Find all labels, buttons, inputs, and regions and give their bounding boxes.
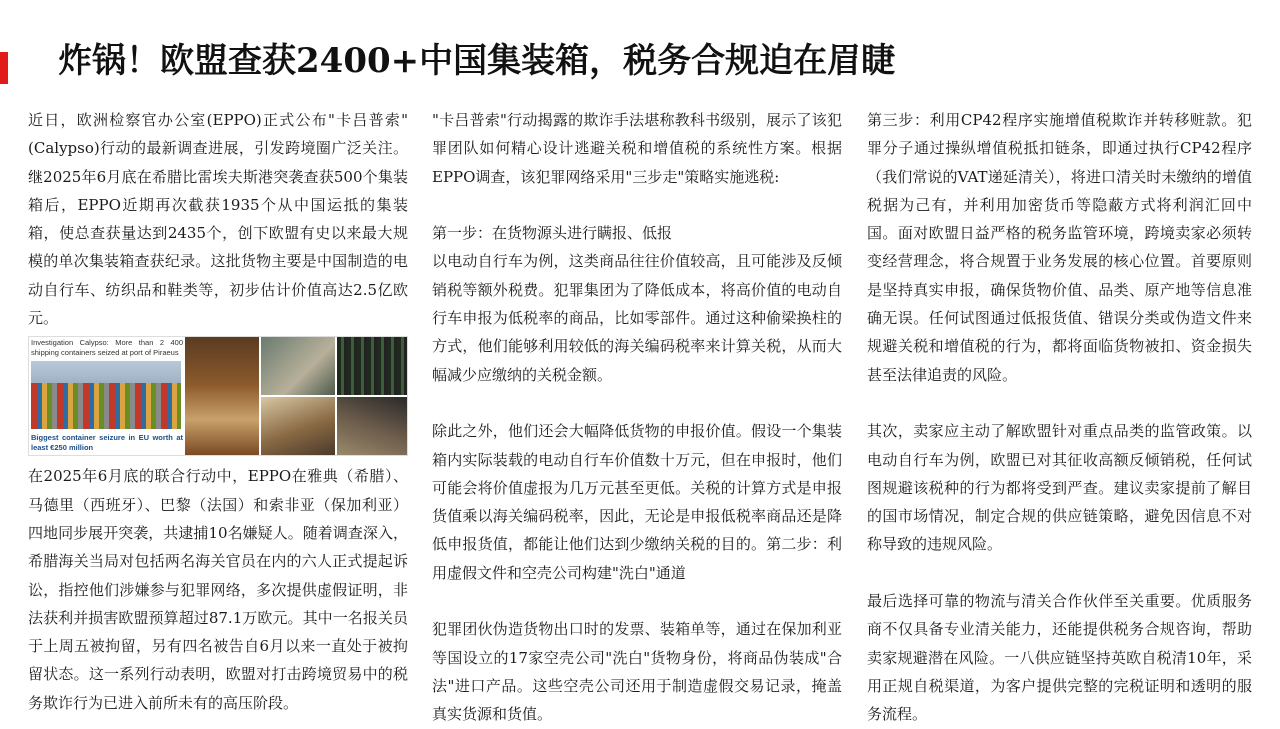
page-title: 炸锅！欧盟查获2400+中国集装箱，税务合规迫在眉睫 [58,41,896,81]
title-accent-bar [0,52,8,84]
paragraph: 以电动自行车为例，这类商品往往价值较高，且可能涉及反倾销税等额外税费。犯罪集团为了降低成本，将高价值的电动自行车申报为低税率的商品，比如零部件。通过这种偷梁换柱的方式，他们能够利用较低的海关编码税率来计算关税，从而大幅减少应缴纳的关税金额。 [432,252,842,384]
paragraph-gap [867,389,1252,417]
goods-photo [261,337,335,395]
cash-photo [261,397,335,455]
figure-caption-top: Investigation Calypso: More than 2 400 shipping containers seized at port of Piraeus [31,338,183,358]
warehouse-photo [185,337,259,455]
port-containers-photo [31,361,181,429]
paragraph: 第三步：利用CP42程序实施增值税欺诈并转移赃款。犯罪分子通过操纵增值税抵扣链条，即通过执行CP42程序（我们常说的VAT递延清关），将进口清关时未缴纳的增值税据为己有，并利用加密货币等隐蔽方式将利润汇回中国。面对欧盟日益严格的税务监管环境，跨境卖家必须转变经营理念，将合规置于业务发展的核心位置。首要原则是坚持真实申报，确保货物价值、品类、原产地等信息准确无误。任何试图通过低报货值、错误分类或伪造文件来规避关税和增值税的行为，都将面临货物被扣、资金损失甚至法律追责的风险。 [867,111,1252,384]
paragraph-gap [432,587,842,615]
paragraph: 其次，卖家应主动了解欧盟针对重点品类的监管政策。以电动自行车为例，欧盟已对其征收高额反倾销税，任何试图规避该税种的行为都将受到严查。建议卖家提前了解目的国市场情况，制定合规的供应链策略，避免因信息不对称导致的违规风险。 [867,422,1252,554]
news-figure [28,336,408,456]
paragraph: 最后选择可靠的物流与清关合作伙伴至关重要。优质服务商不仅具备专业清关能力，还能提供税务合规咨询，帮助卖家规避潜在风险。一八供应链坚持英欧自税清10年，采用正规自税渠道，为客户提供完整的完税证明和透明的服务流程。 [867,592,1252,724]
bottles-photo [337,337,407,395]
paragraph: 除此之外，他们还会大幅降低货物的申报价值。假设一个集装箱内实际装载的电动自行车价值数十万元，但在申报时，他们可能会将价值虚报为几万元甚至更低。关税的计算方式是申报货值乘以海关编码税率，因此，无论是申报低税率商品还是降低申报货值，都能让他们达到少缴纳关税的目的。第二步：利用虚假文件和空壳公司构建"洗白"通道 [432,422,842,582]
figure-caption-bottom: Biggest container seizure in EU worth at least €250 million [31,433,183,453]
step-heading: 第一步：在货物源头进行瞒报、低报 [432,224,673,243]
paragraph: 在2025年6月底的联合行动中，EPPO在雅典（希腊）、马德里（西班牙）、巴黎（法国）和索非亚（保加利亚）四地同步展开突袭，共逮捕10名嫌疑人。随着调查深入，希腊海关当局对包括两名海关官员在内的六人正式提起诉讼，指控他们涉嫌参与犯罪网络，多次提供虚假证明，非法获利并损害欧盟预算超过87.1万欧元。其中一名报关员于上周五被拘留，另有四名被告自6月以来一直处于被拘留状态。这一系列行动表明，欧盟对打击跨境贸易中的税务欺诈行为已进入前所未有的高压阶段。 [28,467,408,712]
column-3 [867,106,1252,729]
column-2 [432,106,842,729]
column-1 [28,106,408,717]
paragraph-gap [867,559,1252,587]
figure-left-panel [29,337,183,455]
paragraph-gap [432,191,842,219]
paragraph: 犯罪团伙伪造货物出口时的发票、装箱单等，通过在保加利亚等国设立的17家空壳公司"洗白"货物身份，将商品伪装成"合法"进口产品。这些空壳公司还用于制造虚假交易记录，掩盖真实货源和货值。 [432,620,842,724]
storage-photo [337,397,407,455]
photo-collage [185,337,407,455]
paragraph: "卡吕普索"行动揭露的欺诈手法堪称教科书级别，展示了该犯罪团队如何精心设计逃避关税和增值税的系统性方案。根据EPPO调查，该犯罪网络采用"三步走"策略实施逃税: [432,111,842,186]
paragraph: 近日，欧洲检察官办公室(EPPO)正式公布"卡吕普索"(Calypso)行动的最新调查进展，引发跨境圈广泛关注。继2025年6月底在希腊比雷埃夫斯港突袭查获500个集装箱后，EPPO近期再次截获1935个从中国运抵的集装箱，使总查获量达到2435个，创下欧盟有史以来最大规模的单次集装箱查获纪录。这批货物主要是中国制造的电动自行车、纺织品和鞋类等，初步估计价值高达2.5亿欧元。 [28,111,408,328]
paragraph-gap [432,389,842,417]
